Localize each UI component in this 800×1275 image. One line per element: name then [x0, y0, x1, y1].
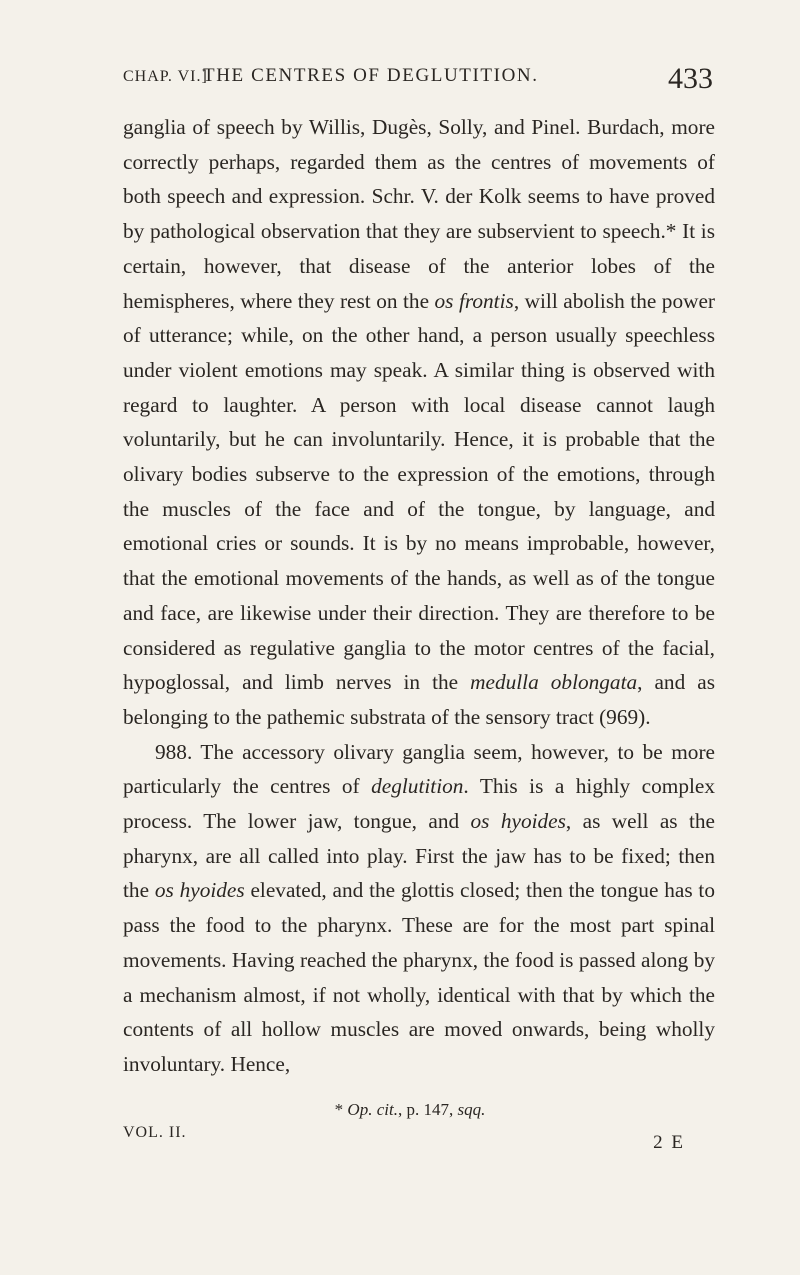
- text-run: ganglia of speech by Willis, Dugès, Solly, and Pinel. Burdach, more correctly perhaps, regarded them as the centres of movements of both speech and expression. Schr. V. der Kolk seems to have proved by pathological observation that they are subservient to speech.* It is certain, however, that disease of the anterior lobes of the hemispheres, where they rest on the: [123, 115, 715, 313]
- italic-term: os hyoides: [154, 878, 245, 903]
- signature-mark: 2 E: [653, 1132, 685, 1153]
- paragraph-988: [123, 735, 715, 1082]
- footnote-page: , p. 147,: [397, 1100, 458, 1119]
- text-run: 988. The accessory olivary ganglia seem, however, to be more particularly the centres of: [123, 739, 715, 799]
- text-run: elevated, and the glottis closed; then the tongue has to pass the food to the pharynx. These are for the most part spinal movements. Having reached the pharynx, the food is passed along by a mechanism almost, if not wholly, identical with that by which the contents of all hollow muscles are moved onwards, being wholly involuntary. Hence,: [123, 878, 715, 1076]
- paragraph: [123, 110, 715, 735]
- text-run: , will abolish the power of utterance; while, on the other hand, a person usually speechless under violent emotions may speak. A similar thing is observed with regard to laughter. A person with local disease cannot laugh voluntarily, but he can involuntarily. Hence, it is probable that the olivary bodies subserve to the expression of the emotions, through the muscles of the face and of the tongue, by language, and emotional cries or sounds. It is by no means improbable, however, that the emotional movements of the hands, as well as of the tongue and face, are likewise under their direction. They are therefore to be considered as regulative ganglia to the motor centres of the facial, hypoglossal, and limb nerves in the: [123, 288, 716, 695]
- footnote-sqq: sqq.: [457, 1100, 486, 1119]
- italic-term: os frontis: [434, 288, 514, 313]
- italic-term: deglutition: [371, 774, 464, 799]
- text-run: . This is a highly complex process. The lower jaw, tongue, and: [123, 774, 716, 834]
- running-header: [123, 60, 713, 100]
- volume-label: VOL. II.: [123, 1124, 187, 1141]
- footnote-marker: *: [334, 1100, 348, 1119]
- page-footer: [123, 1122, 715, 1162]
- text-run: , as well as the pharynx, are all called into play. First the jaw has to be fixed; then the: [123, 809, 715, 903]
- text-run: , and as belonging to the pathemic substrata of the sensory tract (969).: [123, 670, 715, 729]
- page-number: 433: [668, 62, 713, 95]
- footnote: [0, 1100, 800, 1120]
- italic-term: medulla oblongata: [470, 670, 638, 695]
- running-title: THE CENTRES OF DEGLUTITION.: [203, 65, 539, 86]
- chapter-label: CHAP. VI.]: [123, 68, 208, 85]
- italic-term: os hyoides: [470, 809, 566, 834]
- footnote-citation: Op. cit.: [347, 1100, 398, 1119]
- body-text: [123, 110, 715, 1082]
